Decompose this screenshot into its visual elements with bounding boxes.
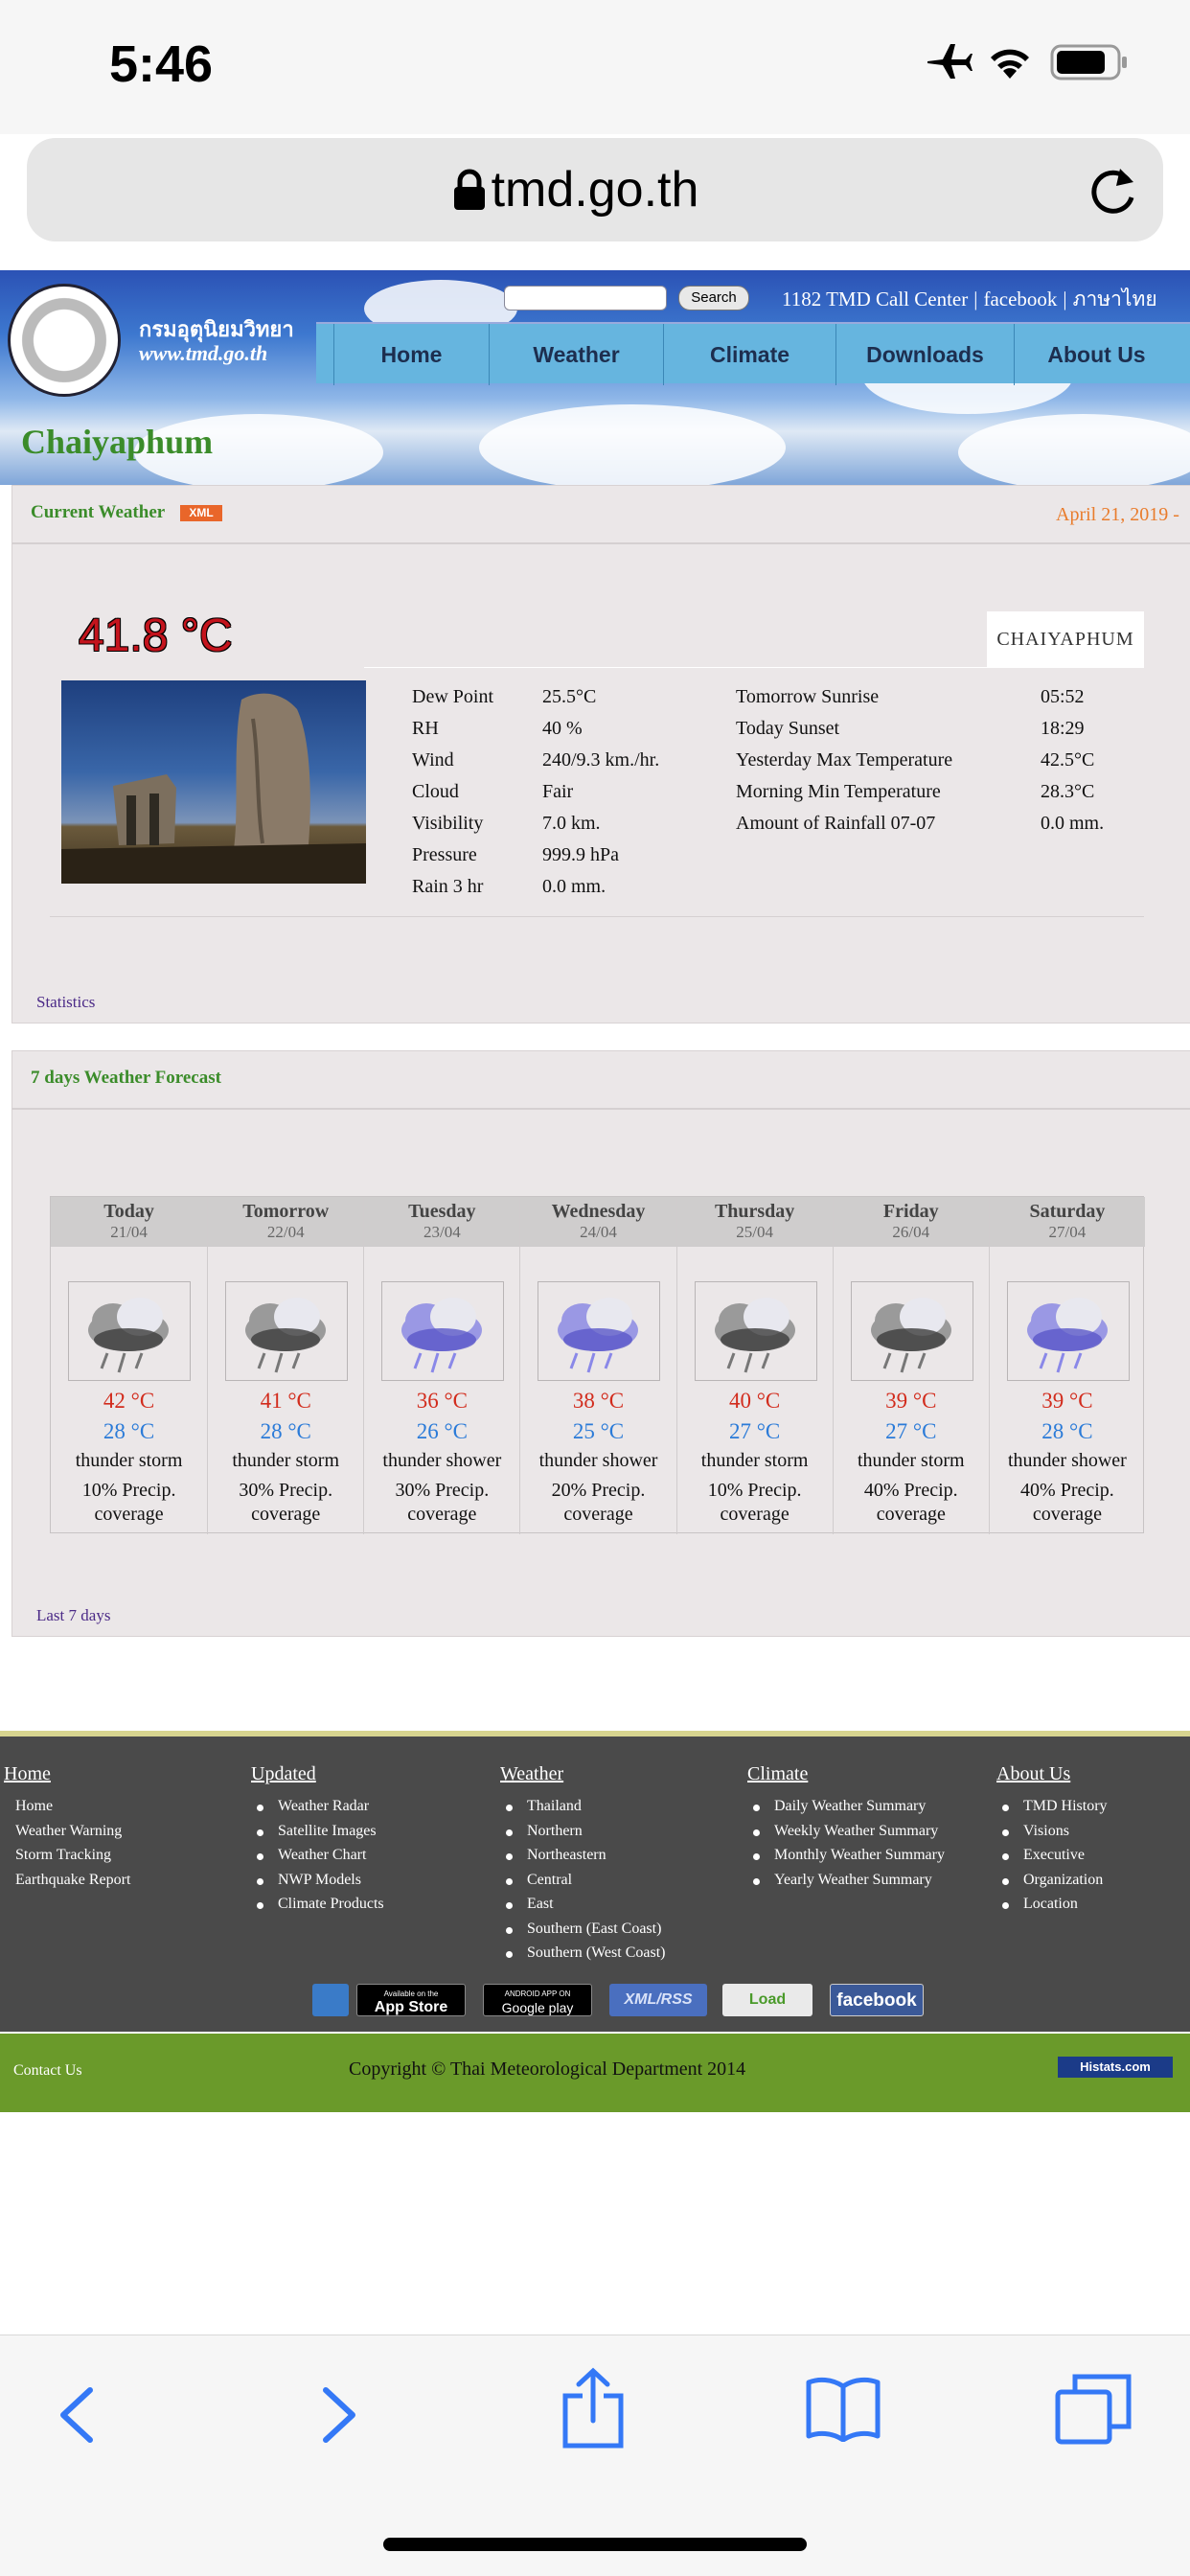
forecast-day-name: Wednesday xyxy=(551,1201,646,1222)
forecast-day-header xyxy=(208,1197,363,1247)
forecast-day-header xyxy=(520,1197,675,1247)
precip-coverage: coverage xyxy=(1032,1504,1102,1525)
divider xyxy=(50,916,1144,917)
divider xyxy=(11,1108,1190,1110)
google-play-text: Google play xyxy=(501,2000,574,2015)
station-photo xyxy=(61,680,366,884)
bullet-dot xyxy=(506,1805,513,1811)
forecast-max-temp: 39 °C xyxy=(885,1389,937,1413)
forecast-date: 25/04 xyxy=(736,1223,773,1241)
forecast-min-temp: 28 °C xyxy=(103,1419,155,1443)
forecast-min-temp: 26 °C xyxy=(416,1419,468,1443)
nav-climate[interactable]: Climate xyxy=(663,324,835,385)
footer-heading[interactable]: Home xyxy=(4,1763,51,1784)
bullet-dot xyxy=(257,1878,263,1885)
forecast-description: thunder shower xyxy=(382,1450,502,1471)
weather-label: Tomorrow Sunrise xyxy=(736,686,880,707)
facebook-link[interactable]: facebook xyxy=(983,288,1058,310)
bullet-dot xyxy=(506,1853,513,1860)
battery-icon xyxy=(1050,44,1129,80)
nav-home[interactable]: Home xyxy=(333,324,489,385)
weather-label: Pressure xyxy=(412,844,477,865)
forecast-day-header xyxy=(990,1197,1145,1247)
forecast-max-temp: 40 °C xyxy=(728,1389,781,1413)
footer-link[interactable]: Organization xyxy=(1023,1871,1104,1888)
bullet-dot xyxy=(1002,1805,1009,1811)
weather-value: 42.5°C xyxy=(1041,749,1095,770)
thunderstorm-icon xyxy=(68,1281,191,1381)
contact-us-link[interactable]: Contact Us xyxy=(13,2062,82,2079)
forecast-description: thunder storm xyxy=(857,1450,965,1471)
precip-coverage: coverage xyxy=(94,1504,164,1525)
forecast-precipitation xyxy=(520,1479,675,1527)
footer-link[interactable]: Climate Products xyxy=(278,1896,384,1912)
footer-link[interactable]: Earthquake Report xyxy=(15,1871,131,1888)
forecast-day-name: Thursday xyxy=(714,1201,795,1222)
bullet-dot xyxy=(257,1805,263,1811)
airplane-mode-icon xyxy=(924,42,973,80)
forecast-max-temp: 36 °C xyxy=(416,1389,468,1413)
statistics-link[interactable]: Statistics xyxy=(36,993,96,1011)
weather-value: 28.3°C xyxy=(1041,781,1095,802)
weather-label: Today Sunset xyxy=(736,718,840,739)
forecast-day xyxy=(676,1197,833,1534)
footer-link[interactable]: Weather Warning xyxy=(15,1822,123,1839)
call-center-link[interactable]: 1182 TMD Call Center xyxy=(782,288,969,310)
weather-value: 0.0 mm. xyxy=(542,876,606,897)
forecast-date: 22/04 xyxy=(266,1223,305,1241)
home-indicator xyxy=(383,2538,807,2551)
forecast-table xyxy=(50,1196,1144,1533)
forecast-date: 21/04 xyxy=(110,1223,148,1241)
weather-label: Dew Point xyxy=(412,686,493,707)
forecast-day-header xyxy=(834,1197,989,1247)
precip-coverage: coverage xyxy=(407,1504,477,1525)
precip-coverage: coverage xyxy=(876,1504,946,1525)
bullet-dot xyxy=(506,1951,513,1958)
google-play-small-text: ANDROID APP ON xyxy=(504,1990,571,1998)
xml-rss-badge[interactable]: XML/RSS xyxy=(609,1984,707,2016)
forecast-date: 26/04 xyxy=(892,1223,930,1241)
bullet-dot xyxy=(257,1853,263,1860)
weather-value: 40 % xyxy=(542,718,583,739)
nav-weather[interactable]: Weather xyxy=(489,324,663,385)
forecast-precipitation xyxy=(51,1479,207,1527)
thunderstorm-icon xyxy=(851,1281,973,1381)
weather-label: Visibility xyxy=(412,813,484,834)
precip-percent: 10% Precip. xyxy=(707,1480,802,1501)
tmd-app-icon[interactable] xyxy=(312,1984,349,2016)
footer-link[interactable]: Weekly Weather Summary xyxy=(774,1822,939,1839)
back-icon[interactable] xyxy=(56,2386,98,2444)
weather-value: 05:52 xyxy=(1041,686,1085,707)
precip-coverage: coverage xyxy=(563,1504,633,1525)
weather-label: RH xyxy=(412,718,439,739)
divider xyxy=(364,667,1144,668)
thunder-shower-icon xyxy=(1007,1281,1130,1381)
bullet-dot xyxy=(506,1927,513,1934)
bullet-dot xyxy=(1002,1853,1009,1860)
footer-link[interactable]: Southern (East Coast) xyxy=(527,1920,662,1937)
footer-link[interactable]: Yearly Weather Summary xyxy=(774,1871,932,1888)
forecast-day xyxy=(519,1197,675,1534)
footer-heading[interactable]: Weather xyxy=(500,1763,564,1784)
thai-language-link[interactable]: ภาษาไทย xyxy=(1072,288,1157,310)
app-store-badge[interactable] xyxy=(356,1984,466,2016)
current-weather-title: Current Weather xyxy=(31,502,166,522)
bullet-dot xyxy=(753,1805,760,1811)
forecast-description: thunder storm xyxy=(700,1450,809,1471)
weather-value: 999.9 hPa xyxy=(542,844,619,865)
bullet-dot xyxy=(1002,1829,1009,1836)
bullet-dot xyxy=(506,1902,513,1909)
bullet-dot xyxy=(257,1902,263,1909)
city-title: Chaiyaphum xyxy=(21,423,214,461)
precip-coverage: coverage xyxy=(251,1504,321,1525)
xml-badge[interactable]: XML xyxy=(180,505,222,521)
forecast-min-temp: 27 °C xyxy=(885,1419,937,1443)
bullet-dot xyxy=(506,1829,513,1836)
lock-icon xyxy=(450,169,489,211)
forecast-day-name: Saturday xyxy=(1029,1201,1106,1222)
weather-label: Rain 3 hr xyxy=(412,876,484,897)
footer-link[interactable]: Location xyxy=(1023,1896,1078,1912)
weather-value: 240/9.3 km./hr. xyxy=(542,749,660,770)
logo-url-text: www.tmd.go.th xyxy=(139,341,268,365)
forecast-description: thunder storm xyxy=(232,1450,340,1471)
forecast-description: thunder storm xyxy=(75,1450,183,1471)
forecast-max-temp: 38 °C xyxy=(572,1389,625,1413)
search-input[interactable] xyxy=(504,286,667,310)
forecast-max-temp: 39 °C xyxy=(1041,1389,1093,1413)
bullet-dot xyxy=(257,1829,263,1836)
precip-percent: 40% Precip. xyxy=(863,1480,958,1501)
precip-percent: 30% Precip. xyxy=(395,1480,490,1501)
forecast-min-temp: 28 °C xyxy=(260,1419,311,1443)
thunder-shower-icon xyxy=(381,1281,504,1381)
share-icon[interactable] xyxy=(560,2367,627,2450)
forecast-day xyxy=(51,1197,207,1534)
forecast-day xyxy=(833,1197,989,1534)
copyright-text: Copyright © Thai Meteorological Department 2014 xyxy=(349,2058,746,2080)
wifi-icon xyxy=(987,42,1033,80)
load-badge[interactable]: Load xyxy=(722,1984,812,2016)
google-play-badge[interactable] xyxy=(483,1984,592,2016)
tabs-icon[interactable] xyxy=(1054,2373,1133,2446)
forecast-day-header xyxy=(677,1197,833,1247)
footer-link[interactable]: TMD History xyxy=(1023,1798,1108,1814)
footer-link[interactable]: Daily Weather Summary xyxy=(774,1798,927,1814)
thunderstorm-icon xyxy=(695,1281,817,1381)
precip-percent: 40% Precip. xyxy=(1020,1480,1114,1501)
footer-link[interactable]: Northern xyxy=(527,1822,583,1839)
last-7-days-link[interactable]: Last 7 days xyxy=(36,1606,111,1624)
url-text: tmd.go.th xyxy=(491,162,699,218)
observation-date: April 21, 2019 - xyxy=(1056,504,1179,525)
weather-value: 18:29 xyxy=(1041,718,1085,739)
bullet-dot xyxy=(1002,1902,1009,1909)
footer-link[interactable]: Southern (West Coast) xyxy=(527,1944,666,1961)
bullet-dot xyxy=(1002,1878,1009,1885)
forecast-precipitation xyxy=(677,1479,833,1527)
weather-value: 0.0 mm. xyxy=(1041,813,1105,834)
forecast-day-name: Tuesday xyxy=(408,1201,476,1222)
forecast-date: 23/04 xyxy=(423,1223,461,1241)
weather-label: Morning Min Temperature xyxy=(736,781,941,802)
forecast-precipitation xyxy=(364,1479,519,1527)
current-temperature: 41.8 °C xyxy=(79,610,233,661)
forecast-max-temp: 41 °C xyxy=(260,1389,311,1413)
forecast-title: 7 days Weather Forecast xyxy=(31,1068,221,1088)
weather-value: 7.0 km. xyxy=(542,813,601,834)
app-store-text: App Store xyxy=(374,1999,448,2015)
forecast-date: 27/04 xyxy=(1048,1223,1087,1241)
forecast-day xyxy=(363,1197,519,1534)
address-bar[interactable] xyxy=(27,138,1163,242)
precip-percent: 20% Precip. xyxy=(551,1480,646,1501)
forecast-day-name: Tomorrow xyxy=(242,1201,330,1222)
weather-label: Yesterday Max Temperature xyxy=(736,749,953,770)
footer-link[interactable]: Monthly Weather Summary xyxy=(774,1847,945,1863)
footer-link[interactable]: Visions xyxy=(1023,1822,1069,1839)
footer-link[interactable]: Northeastern xyxy=(527,1847,606,1863)
nav-downloads[interactable]: Downloads xyxy=(835,324,1014,385)
thunderstorm-icon xyxy=(225,1281,348,1381)
bullet-dot xyxy=(753,1853,760,1860)
forecast-description: thunder shower xyxy=(538,1450,658,1471)
precip-coverage: coverage xyxy=(720,1504,790,1525)
nav-about-us[interactable]: About Us xyxy=(1014,324,1179,385)
precip-percent: 30% Precip. xyxy=(239,1480,333,1501)
footer-heading[interactable]: Updated xyxy=(251,1763,316,1784)
forecast-min-temp: 25 °C xyxy=(572,1419,625,1443)
precip-percent: 10% Precip. xyxy=(81,1480,176,1501)
forecast-day-header xyxy=(51,1197,207,1247)
footer-link[interactable]: Thailand xyxy=(527,1798,582,1814)
footer-link[interactable]: Storm Tracking xyxy=(15,1847,112,1863)
logo-thai-text: กรมอุตุนิยมวิทยา xyxy=(139,317,294,341)
bullet-dot xyxy=(753,1829,760,1836)
search-button[interactable]: Search xyxy=(678,286,749,310)
forecast-max-temp: 42 °C xyxy=(103,1389,155,1413)
weather-label: Wind xyxy=(412,749,454,770)
forecast-day-name: Friday xyxy=(882,1201,939,1222)
weather-label: Amount of Rainfall 07-07 xyxy=(736,813,936,834)
weather-label: Cloud xyxy=(412,781,459,802)
tmd-logo[interactable] xyxy=(8,284,121,397)
bullet-dot xyxy=(753,1878,760,1885)
forecast-day-header xyxy=(364,1197,519,1247)
top-links: 1182 TMD Call Center | facebook | ภาษาไทย xyxy=(782,288,1157,310)
facebook-badge[interactable]: facebook xyxy=(830,1984,924,2016)
footer-link[interactable]: Executive xyxy=(1023,1847,1085,1863)
forecast-min-temp: 28 °C xyxy=(1041,1419,1093,1443)
forecast-day xyxy=(989,1197,1145,1534)
footer-link[interactable]: Weather Chart xyxy=(278,1847,367,1863)
footer-link[interactable]: NWP Models xyxy=(278,1871,361,1888)
footer-link[interactable]: Weather Radar xyxy=(278,1798,370,1814)
thunder-shower-icon xyxy=(538,1281,660,1381)
status-time: 5:46 xyxy=(109,35,214,93)
weather-value: Fair xyxy=(542,781,574,802)
forecast-date: 24/04 xyxy=(580,1223,617,1241)
histats-badge[interactable]: Histats.com xyxy=(1058,2057,1173,2078)
app-store-small-text: Available on the xyxy=(383,1990,439,1998)
forecast-day xyxy=(207,1197,363,1534)
weather-value: 25.5°C xyxy=(542,686,597,707)
forecast-day-name: Today xyxy=(103,1201,154,1222)
footer-link[interactable]: Satellite Images xyxy=(278,1822,377,1839)
footer-heading[interactable]: About Us xyxy=(996,1763,1071,1784)
bookmarks-icon[interactable] xyxy=(805,2375,881,2442)
forward-icon[interactable] xyxy=(318,2386,360,2444)
main-nav xyxy=(316,322,1190,383)
footer-link[interactable]: East xyxy=(527,1896,554,1912)
bullet-dot xyxy=(506,1878,513,1885)
forecast-description: thunder shower xyxy=(1007,1450,1127,1471)
forecast-precipitation xyxy=(834,1479,989,1527)
reload-icon[interactable] xyxy=(1087,161,1141,218)
forecast-precipitation xyxy=(208,1479,363,1527)
divider xyxy=(11,542,1190,544)
forecast-min-temp: 27 °C xyxy=(728,1419,781,1443)
footer-link[interactable]: Central xyxy=(527,1871,573,1888)
forecast-precipitation xyxy=(990,1479,1145,1527)
footer-link[interactable]: Home xyxy=(15,1798,54,1814)
footer-heading[interactable]: Climate xyxy=(747,1763,809,1784)
station-name: CHAIYAPHUM xyxy=(987,611,1144,667)
